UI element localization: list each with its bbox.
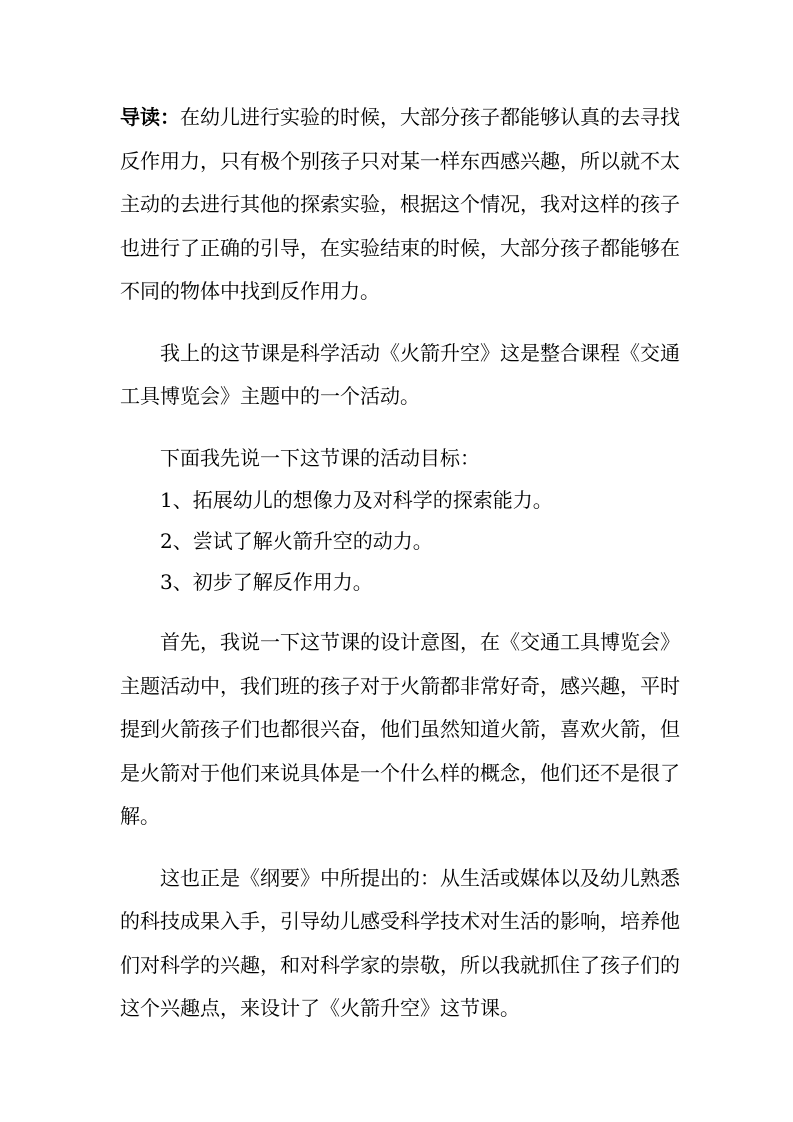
- paragraph-guideline: 这也正是《纲要》中所提出的：从生活或媒体以及幼儿熟悉的科技成果入手，引导幼儿感受科学技术对生活的影响，培养他们对科学的兴趣，和对科学家的崇敬，所以我就抓住了孩子们的这个兴趣点，来设计了《火箭升空》这节课。: [120, 865, 680, 1020]
- goal-item-3: 3、初步了解反作用力。: [160, 570, 373, 594]
- intro-text: 在幼儿进行实验的时候，大部分孩子都能够认真的去寻找反作用力，只有极个别孩子只对某一样东西感兴趣，所以就不太主动的去进行其他的探索实验，根据这个情况，我对这样的孩子也进行了正确的引导，在实验结束的时候，大部分孩子都能够在不同的物体中找到反作用力。: [120, 105, 680, 303]
- paragraph-design-intent: 首先，我说一下这节课的设计意图，在《交通工具博览会》主题活动中，我们班的孩子对于火箭都非常好奇，感兴趣，平时提到火箭孩子们也都很兴奋，他们虽然知道火箭，喜欢火箭，但是火箭对于他们来说具体是一个什么样的概念，他们还不是很了解。: [120, 630, 680, 828]
- goal-item-2: 2、尝试了解火箭升空的动力。: [160, 529, 433, 553]
- intro-label: 导读：: [120, 105, 180, 129]
- paragraph-course-intro: 我上的这节课是科学活动《火箭升空》这是整合课程《交通工具博览会》主题中的一个活动。: [120, 340, 680, 408]
- intro-paragraph: [120, 96, 680, 314]
- goals-heading: 下面我先说一下这节课的活动目标：: [160, 445, 480, 470]
- document-page: [120, 96, 680, 1031]
- goal-item-1: 1、拓展幼儿的想像力及对科学的探索能力。: [160, 488, 553, 512]
